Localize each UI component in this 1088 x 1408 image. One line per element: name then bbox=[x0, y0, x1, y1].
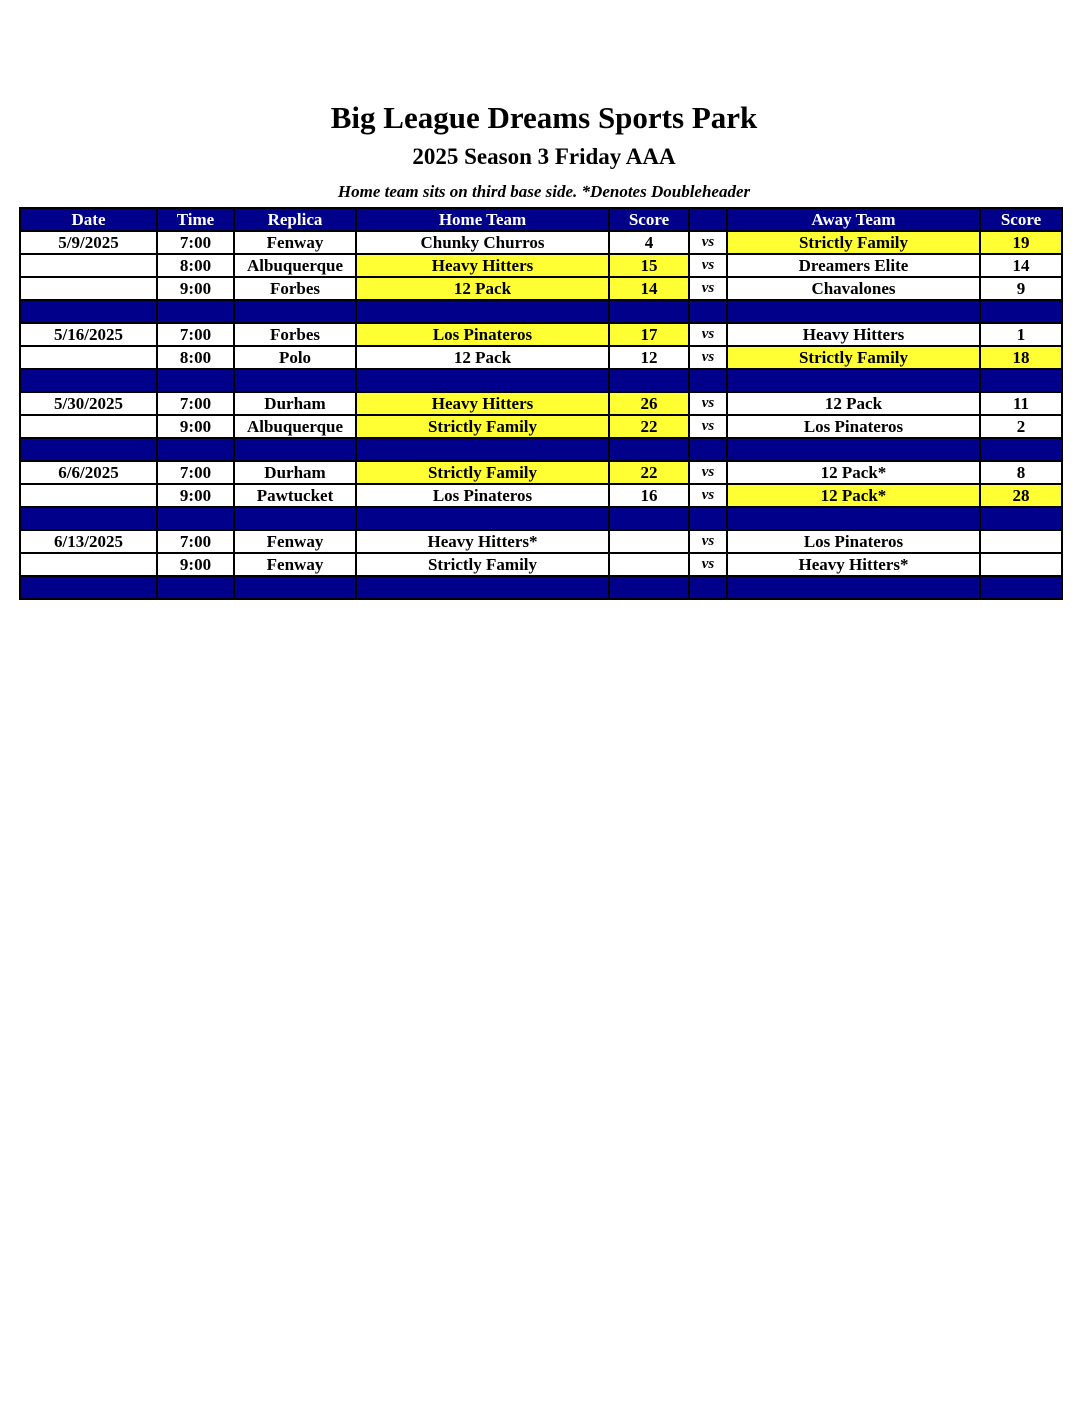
replica-cell: Fenway bbox=[234, 530, 356, 553]
separator-cell bbox=[980, 369, 1062, 392]
schedule-note: Home team sits on third base side. *Denotes Doubleheader bbox=[337, 182, 751, 201]
home-team-cell: 12 Pack bbox=[356, 277, 609, 300]
home-team-cell: Los Pinateros bbox=[356, 484, 609, 507]
home-team-cell: Strictly Family bbox=[356, 415, 609, 438]
time-cell: 7:00 bbox=[157, 231, 234, 254]
separator-row bbox=[20, 438, 1062, 461]
separator-cell bbox=[727, 369, 980, 392]
vs-cell: vs bbox=[689, 346, 727, 369]
separator-cell bbox=[20, 369, 157, 392]
home-score-cell: 26 bbox=[609, 392, 689, 415]
home-score-cell bbox=[609, 530, 689, 553]
col-header-home-team: Home Team bbox=[356, 208, 609, 231]
separator-cell bbox=[609, 576, 689, 599]
separator-cell bbox=[20, 300, 157, 323]
col-header-home-score: Score bbox=[609, 208, 689, 231]
separator-cell bbox=[727, 438, 980, 461]
home-team-cell: 12 Pack bbox=[356, 346, 609, 369]
vs-cell: vs bbox=[689, 530, 727, 553]
home-team-cell: Strictly Family bbox=[356, 461, 609, 484]
away-score-cell: 19 bbox=[980, 231, 1062, 254]
separator-cell bbox=[689, 300, 727, 323]
time-cell: 9:00 bbox=[157, 277, 234, 300]
home-team-cell: Heavy Hitters bbox=[356, 254, 609, 277]
home-score-cell: 14 bbox=[609, 277, 689, 300]
separator-cell bbox=[234, 438, 356, 461]
replica-cell: Forbes bbox=[234, 277, 356, 300]
separator-cell bbox=[356, 369, 609, 392]
date-cell: 6/13/2025 bbox=[20, 530, 157, 553]
separator-cell bbox=[157, 369, 234, 392]
separator-row bbox=[20, 369, 1062, 392]
away-score-cell: 18 bbox=[980, 346, 1062, 369]
date-cell: 5/16/2025 bbox=[20, 323, 157, 346]
separator-cell bbox=[609, 369, 689, 392]
date-cell bbox=[20, 254, 157, 277]
home-score-cell: 22 bbox=[609, 415, 689, 438]
vs-cell: vs bbox=[689, 553, 727, 576]
schedule-table bbox=[19, 207, 1063, 600]
date-cell: 6/6/2025 bbox=[20, 461, 157, 484]
date-cell bbox=[20, 277, 157, 300]
separator-cell bbox=[609, 300, 689, 323]
time-cell: 7:00 bbox=[157, 461, 234, 484]
vs-cell: vs bbox=[689, 254, 727, 277]
separator-cell bbox=[689, 369, 727, 392]
time-cell: 8:00 bbox=[157, 254, 234, 277]
away-team-cell: 12 Pack* bbox=[727, 461, 980, 484]
home-team-cell: Los Pinateros bbox=[356, 323, 609, 346]
replica-cell: Durham bbox=[234, 461, 356, 484]
time-cell: 8:00 bbox=[157, 346, 234, 369]
away-score-cell: 11 bbox=[980, 392, 1062, 415]
time-cell: 7:00 bbox=[157, 530, 234, 553]
away-team-cell: 12 Pack* bbox=[727, 484, 980, 507]
separator-cell bbox=[727, 507, 980, 530]
table-row bbox=[20, 346, 1062, 369]
separator-cell bbox=[980, 576, 1062, 599]
page-subtitle: 2025 Season 3 Friday AAA bbox=[412, 144, 676, 169]
col-header-away-score: Score bbox=[980, 208, 1062, 231]
away-team-cell: Strictly Family bbox=[727, 346, 980, 369]
table-row bbox=[20, 484, 1062, 507]
vs-cell: vs bbox=[689, 323, 727, 346]
separator-cell bbox=[157, 300, 234, 323]
away-score-cell: 28 bbox=[980, 484, 1062, 507]
col-header-away-team: Away Team bbox=[727, 208, 980, 231]
away-team-cell: Chavalones bbox=[727, 277, 980, 300]
table-header-row bbox=[20, 208, 1062, 231]
replica-cell: Fenway bbox=[234, 553, 356, 576]
away-team-cell: Dreamers Elite bbox=[727, 254, 980, 277]
separator-cell bbox=[20, 507, 157, 530]
away-team-cell: Los Pinateros bbox=[727, 530, 980, 553]
col-header-time: Time bbox=[157, 208, 234, 231]
home-score-cell: 12 bbox=[609, 346, 689, 369]
time-cell: 9:00 bbox=[157, 484, 234, 507]
schedule-body bbox=[20, 231, 1062, 599]
replica-cell: Forbes bbox=[234, 323, 356, 346]
separator-cell bbox=[727, 300, 980, 323]
date-cell bbox=[20, 415, 157, 438]
date-cell: 5/30/2025 bbox=[20, 392, 157, 415]
time-cell: 9:00 bbox=[157, 553, 234, 576]
page-title: Big League Dreams Sports Park bbox=[330, 100, 758, 135]
separator-cell bbox=[356, 300, 609, 323]
separator-cell bbox=[356, 576, 609, 599]
separator-cell bbox=[980, 300, 1062, 323]
table-row bbox=[20, 530, 1062, 553]
replica-cell: Albuquerque bbox=[234, 254, 356, 277]
vs-cell: vs bbox=[689, 415, 727, 438]
vs-cell: vs bbox=[689, 277, 727, 300]
home-score-cell bbox=[609, 553, 689, 576]
away-score-cell: 2 bbox=[980, 415, 1062, 438]
home-team-cell: Heavy Hitters* bbox=[356, 530, 609, 553]
table-row bbox=[20, 231, 1062, 254]
date-cell bbox=[20, 553, 157, 576]
separator-cell bbox=[980, 507, 1062, 530]
replica-cell: Durham bbox=[234, 392, 356, 415]
table-row bbox=[20, 254, 1062, 277]
vs-cell: vs bbox=[689, 231, 727, 254]
separator-cell bbox=[157, 576, 234, 599]
separator-cell bbox=[234, 507, 356, 530]
home-team-cell: Heavy Hitters bbox=[356, 392, 609, 415]
replica-cell: Pawtucket bbox=[234, 484, 356, 507]
away-team-cell: Heavy Hitters* bbox=[727, 553, 980, 576]
home-score-cell: 17 bbox=[609, 323, 689, 346]
time-cell: 7:00 bbox=[157, 323, 234, 346]
separator-row bbox=[20, 507, 1062, 530]
away-score-cell: 9 bbox=[980, 277, 1062, 300]
away-score-cell: 8 bbox=[980, 461, 1062, 484]
separator-cell bbox=[609, 438, 689, 461]
separator-cell bbox=[356, 438, 609, 461]
separator-cell bbox=[157, 438, 234, 461]
table-row bbox=[20, 277, 1062, 300]
separator-cell bbox=[609, 507, 689, 530]
separator-cell bbox=[356, 507, 609, 530]
date-cell: 5/9/2025 bbox=[20, 231, 157, 254]
separator-cell bbox=[234, 300, 356, 323]
replica-cell: Polo bbox=[234, 346, 356, 369]
away-team-cell: 12 Pack bbox=[727, 392, 980, 415]
separator-cell bbox=[234, 576, 356, 599]
separator-cell bbox=[20, 438, 157, 461]
home-team-cell: Strictly Family bbox=[356, 553, 609, 576]
separator-cell bbox=[689, 507, 727, 530]
home-score-cell: 16 bbox=[609, 484, 689, 507]
vs-cell: vs bbox=[689, 461, 727, 484]
table-row bbox=[20, 415, 1062, 438]
away-team-cell: Los Pinateros bbox=[727, 415, 980, 438]
vs-cell: vs bbox=[689, 484, 727, 507]
away-team-cell: Strictly Family bbox=[727, 231, 980, 254]
table-row bbox=[20, 392, 1062, 415]
col-header-vs bbox=[689, 208, 727, 231]
col-header-replica: Replica bbox=[234, 208, 356, 231]
vs-cell: vs bbox=[689, 392, 727, 415]
table-row bbox=[20, 323, 1062, 346]
separator-cell bbox=[689, 438, 727, 461]
home-score-cell: 22 bbox=[609, 461, 689, 484]
home-score-cell: 15 bbox=[609, 254, 689, 277]
separator-cell bbox=[234, 369, 356, 392]
separator-row bbox=[20, 576, 1062, 599]
table-row bbox=[20, 553, 1062, 576]
separator-cell bbox=[980, 438, 1062, 461]
time-cell: 9:00 bbox=[157, 415, 234, 438]
separator-row bbox=[20, 300, 1062, 323]
separator-cell bbox=[157, 507, 234, 530]
separator-cell bbox=[689, 576, 727, 599]
replica-cell: Fenway bbox=[234, 231, 356, 254]
table-row bbox=[20, 461, 1062, 484]
away-score-cell bbox=[980, 530, 1062, 553]
away-score-cell bbox=[980, 553, 1062, 576]
away-score-cell: 1 bbox=[980, 323, 1062, 346]
replica-cell: Albuquerque bbox=[234, 415, 356, 438]
separator-cell bbox=[727, 576, 980, 599]
time-cell: 7:00 bbox=[157, 392, 234, 415]
col-header-date: Date bbox=[20, 208, 157, 231]
date-cell bbox=[20, 346, 157, 369]
away-score-cell: 14 bbox=[980, 254, 1062, 277]
away-team-cell: Heavy Hitters bbox=[727, 323, 980, 346]
home-score-cell: 4 bbox=[609, 231, 689, 254]
date-cell bbox=[20, 484, 157, 507]
separator-cell bbox=[20, 576, 157, 599]
home-team-cell: Chunky Churros bbox=[356, 231, 609, 254]
